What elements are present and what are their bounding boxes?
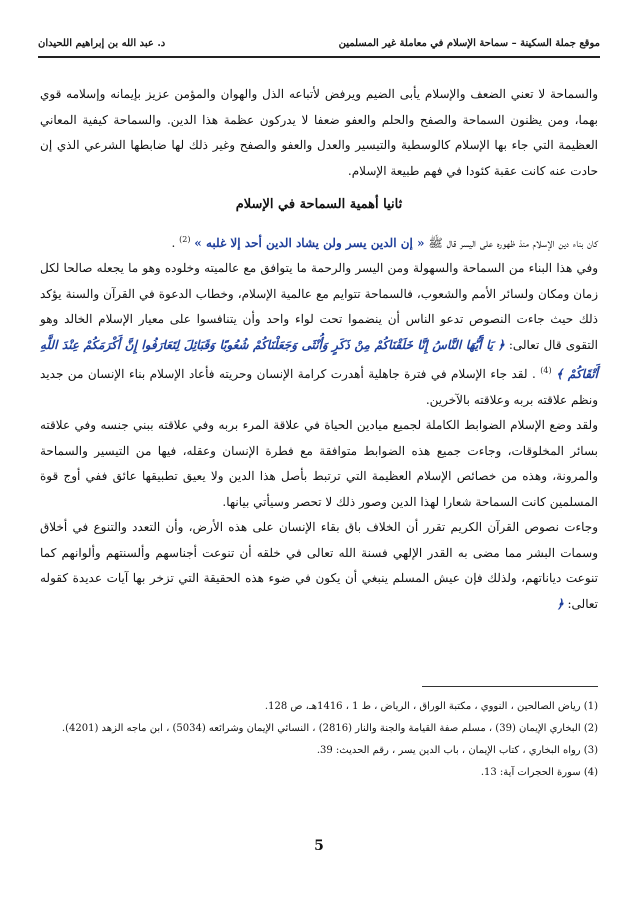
paragraph-3 — [40, 256, 598, 413]
footnote-divider — [422, 686, 598, 687]
paragraph-2 — [40, 227, 598, 257]
header-divider — [38, 56, 600, 58]
header-site-title: موقع جملة السكينة – سماحة الإسلام في معاملة غير المسلمين — [338, 37, 600, 49]
paragraph-3-text: وفي هذا البناء من السماحة والسهولة ومن اليسر والرحمة ما يتوافق مع عالميته وخلوده وهو ما يجعله صالحا لكل زمان ومكان ولسائر الأمم والشعوب، فالسماحة تتوايم مع عالمية الإسلام، وخطاب الدعوة في القرآن والسنة يؤكد ذلك حيث جاءت النصوص تدعو الناس أن ينضموا تحت لواء واحد وأن يتنافسوا على معيار الإسلام الخالد وهو التقوى قال تعالى: — [40, 261, 599, 352]
footnote-4: (4) سورة الحجرات آية: 13. — [480, 767, 598, 778]
page-header — [38, 34, 600, 52]
hadith-quote: « إن الدين يسر ولن يشاد الدين أحد إلا غلبه » — [194, 235, 425, 250]
quran-verse: ﴿ يَا أَيُّهَا النَّاسُ إِنَّا خَلَقْنَاكُمْ مِنْ ذَكَرٍ وَأُنْثَى وَجَعَلْنَاكُمْ شُعُوبًا وَقَبَائِلَ لِتَعَارَفُوا إِنَّ أَكْرَمَكُمْ عِنْدَ اللَّهِ أَتْقَاكُمْ ﴾ — [40, 337, 598, 381]
quran-bracket-open: ﴿ — [556, 596, 564, 611]
paragraph-2-text: كان بناء دين الإسلام منذ ظهوره على اليسر قال ﷺ — [428, 235, 598, 250]
footnote-3: (3) رواه البخاري ، كتاب الإيمان ، باب الدين يسر ، رقم الحديث: 39. — [316, 745, 598, 756]
page-number: 5 — [314, 838, 324, 854]
paragraph-1: والسماحة لا تعني الضعف والإسلام يأبى الضيم ويرفض لأتباعه الذل والهوان والمؤمن عزيز بإيمانه وإسلامه قوي بهما، ومن يظنون السماحة والصفح والحلم والعفو ضعفا لا يدركون عظمة هذا الدين. والسماحة كيفية المعاني العظيمة التي جاء بها الإسلام كالوسطية والتيسير والعدل والعفو والصفح وغير ذلك لها ضابطها الشرعي الذي إن حادت عنه كانت عقبة كئودا في فهم طبيعة الإسلام. — [40, 87, 598, 178]
paragraph-5 — [40, 515, 598, 617]
footnote-2: (2) البخاري الإيمان (39) ، مسلم صفة القيامة والجنة والنار (2816) ، النسائي الإيمان وشرائعه (5034) ، ابن ماجه الزهد (4201). — [61, 723, 598, 734]
section-heading: ثانيا أهمية السماحة في الإسلام — [235, 197, 403, 212]
header-author: د. عبد الله بن إبراهيم اللحيدان — [38, 37, 166, 49]
paragraph-5-text: وجاءت نصوص القرآن الكريم تقرر أن الخلاف باق بقاء الإنسان على هذه الأرض، وأن التعدد والتنوع في أخلاق وسمات البشر مما مضى به القدر الإلهي فسنة الله تعالى في خلقه أن تنوعت أجناسهم وألسنتهم وألوانهم كما تنوعت دياناتهم، ولذلك فإن عيش المسلم ينبغي أن يكون في ضوء هذه الحقيقة التي تزخر بها آيات عديدة كقوله تعالى: — [40, 520, 598, 611]
footnote-ref-2: (2) — [179, 234, 191, 244]
footnotes — [40, 696, 598, 784]
paragraph-3-end: . لقد جاء الإسلام في فترة جاهلية أهدرت كرامة الإنسان وحريته فأعاد الإسلام بناء الإنسان من جديد ونظم علاقته بربه وعلاقته بالآخرين. — [40, 367, 598, 407]
main-text — [40, 82, 598, 617]
paragraph-2-end: . — [171, 235, 176, 250]
footnote-ref-4: (4) — [540, 366, 552, 375]
footnote-1: (1) رياض الصالحين ، النووي ، مكتبة الوراق ، الرياض ، ط 1 ، 1416هـ، ص 128. — [264, 701, 598, 712]
paragraph-4: ولقد وضع الإسلام الضوابط الكاملة لجميع ميادين الحياة في علاقة المرء بربه وفي علاقته ببني جنسه وفي علاقته بسائر المخلوقات، وجاءت جميع هذه الضوابط متوافقة مع فطرة الإنسان وعقله، فيها من التيسير والسماحة والمرونة، وهذه من خصائص الإسلام العظيمة التي ترتبط بأصل هذا الدين ولا يعيق تطبيقها عائق ففي أوج قوة المسلمين كانت السماحة شعارا لهذا الدين وصور ذلك لا تحصر وسيأتي بيانها. — [40, 418, 598, 509]
